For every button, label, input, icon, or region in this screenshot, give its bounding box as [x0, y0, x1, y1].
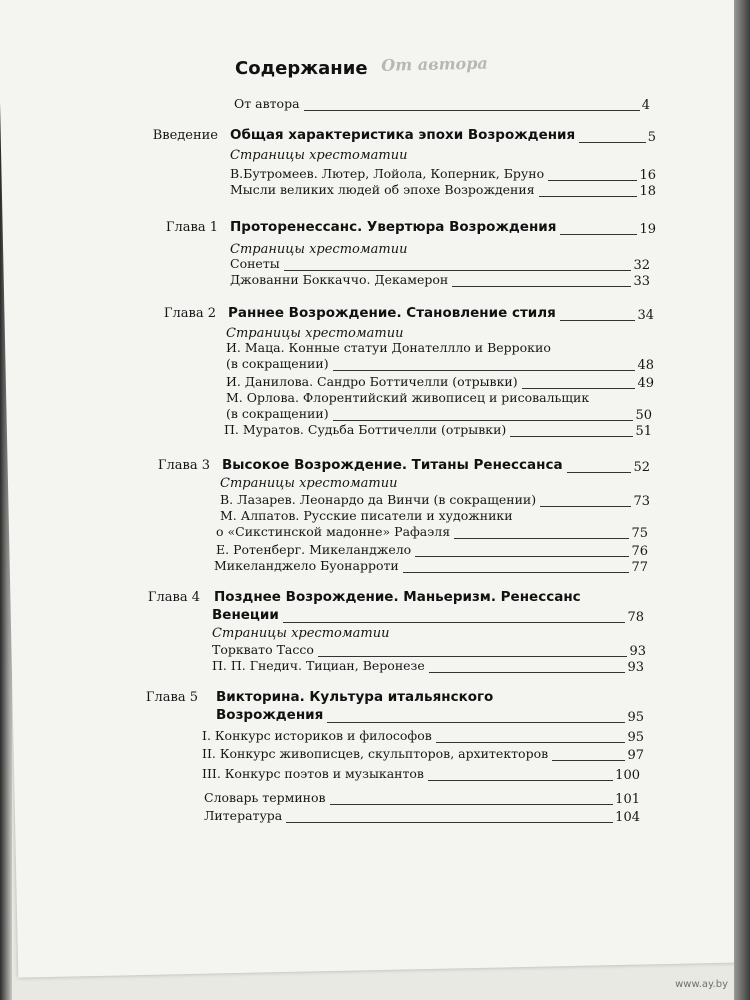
leader-line: [304, 110, 640, 111]
entry-title: Страницы хрестоматии: [226, 326, 404, 341]
page-number: 93: [627, 660, 644, 675]
entry-title: Страницы хрестоматии: [212, 626, 390, 641]
entry-title: От автора: [234, 96, 300, 111]
toc-title: Содержание: [235, 58, 368, 79]
entry-title: Позднее Возрождение. Маньеризм. Ренессанс: [214, 589, 581, 605]
page-number: 48: [637, 358, 654, 373]
leader-line: [540, 506, 631, 507]
entry-title: В. Лазарев. Леонардо да Винчи (в сокращении): [220, 492, 537, 507]
watermark: www.ay.by: [675, 979, 728, 990]
page-number: 104: [615, 810, 640, 825]
page-number: 5: [647, 130, 656, 145]
leader-line: [333, 370, 636, 371]
leader-line: [522, 388, 636, 389]
entry-title: Джованни Боккаччо. Декамерон: [230, 272, 449, 287]
entry-title: Страницы хрестоматии: [230, 242, 408, 257]
entry-title: Страницы хрестоматии: [220, 476, 398, 491]
entry-title: П. Муратов. Судьба Боттичелли (отрывки): [224, 422, 507, 437]
leader-line: [429, 672, 626, 673]
entry-title: Страницы хрестоматии: [230, 148, 408, 163]
leader-line: [318, 656, 628, 657]
entry-title: Возрождения: [216, 707, 324, 723]
page-number: 73: [633, 494, 650, 509]
page-number: 51: [635, 424, 652, 439]
entry-title: Словарь терминов: [204, 790, 326, 805]
chapter-label: Введение: [152, 128, 218, 143]
page-number: 95: [627, 730, 644, 745]
leader-line: [452, 286, 631, 287]
page-number: 93: [629, 644, 646, 659]
page-number: 77: [631, 560, 648, 575]
entry-title: Раннее Возрождение. Становление стиля: [228, 305, 556, 321]
leader-line: [286, 822, 613, 823]
leader-line: [454, 538, 629, 539]
page-number: 34: [637, 308, 654, 323]
page-number: 52: [633, 460, 650, 475]
entry-title: Общая характеристика эпохи Возрождения: [230, 127, 576, 143]
leader-line: [415, 556, 629, 557]
page-number: 33: [633, 274, 650, 289]
leader-line: [403, 572, 630, 573]
entry-title: М. Алпатов. Русские писатели и художники: [220, 508, 513, 523]
page-number: 18: [639, 184, 656, 199]
entry-title: Литература: [204, 808, 283, 823]
leader-line: [284, 270, 632, 271]
leader-line: [560, 320, 636, 321]
entry-title: Сонеты: [230, 256, 280, 271]
page-number: 16: [639, 168, 656, 183]
leader-line: [436, 742, 626, 743]
entry-title: И. Данилова. Сандро Боттичелли (отрывки): [226, 374, 518, 389]
leader-line: [579, 142, 646, 143]
page-number: 49: [637, 376, 654, 391]
leader-line: [548, 180, 637, 181]
page-number: 100: [615, 768, 640, 783]
entry-title: М. Орлова. Флорентийский живописец и рисовальщик: [226, 390, 590, 405]
chapter-label: Глава 3: [157, 458, 210, 473]
leader-line: [560, 234, 637, 235]
page-number: 76: [631, 544, 648, 559]
page-number: 32: [633, 258, 650, 273]
leader-line: [330, 804, 614, 805]
page-number: 78: [627, 610, 644, 625]
page-number: 95: [627, 710, 644, 725]
entry-title: I. Конкурс историков и философов: [202, 728, 432, 743]
entry-title: И. Маца. Конные статуи Донателлло и Веррокио: [226, 340, 551, 355]
entry-title: (в сокращении): [226, 356, 329, 371]
leader-line: [510, 436, 633, 437]
entry-title: о «Сикстинской мадонне» Рафаэля: [216, 524, 451, 539]
entry-title: (в сокращении): [226, 406, 329, 421]
entry-title: Высокое Возрождение. Титаны Ренессанса: [222, 457, 563, 473]
page-number: 75: [631, 526, 648, 541]
entry-title: В.Бутромеев. Лютер, Лойола, Коперник, Бруно: [230, 166, 545, 181]
leader-line: [333, 420, 634, 421]
chapter-label: Глава 4: [147, 590, 200, 605]
chapter-label: Глава 2: [163, 306, 216, 321]
chapter-label: Глава 5: [145, 690, 198, 705]
entry-title: Мысли великих людей об эпохе Возрождения: [230, 182, 535, 197]
show-through-text: От автора: [381, 53, 488, 75]
page-number: 50: [635, 408, 652, 423]
leader-line: [327, 722, 625, 723]
page-number: 4: [641, 98, 650, 113]
page-number: 97: [627, 748, 644, 763]
page-number: 19: [639, 222, 656, 237]
entry-title: III. Конкурс поэтов и музыкантов: [202, 766, 424, 781]
entry-title: Е. Ротенберг. Микеланджело: [216, 542, 412, 557]
entry-title: Венеции: [212, 607, 279, 623]
leader-line: [567, 472, 632, 473]
page-right-edge: [734, 0, 750, 1000]
leader-line: [283, 622, 626, 623]
leader-line: [539, 196, 638, 197]
entry-title: Микеланджело Буонарроти: [214, 558, 399, 573]
page-number: 101: [615, 792, 640, 807]
entry-title: II. Конкурс живописцев, скульпторов, архитекторов: [202, 746, 549, 761]
chapter-label: Глава 1: [165, 220, 218, 235]
leader-line: [552, 760, 625, 761]
entry-title: Викторина. Культура итальянского: [216, 689, 494, 705]
entry-title: Проторенессанс. Увертюра Возрождения: [230, 219, 557, 235]
leader-line: [428, 780, 613, 781]
entry-title: П. П. Гнедич. Тициан, Веронезе: [212, 658, 425, 673]
entry-title: Торквато Тассо: [212, 642, 314, 657]
